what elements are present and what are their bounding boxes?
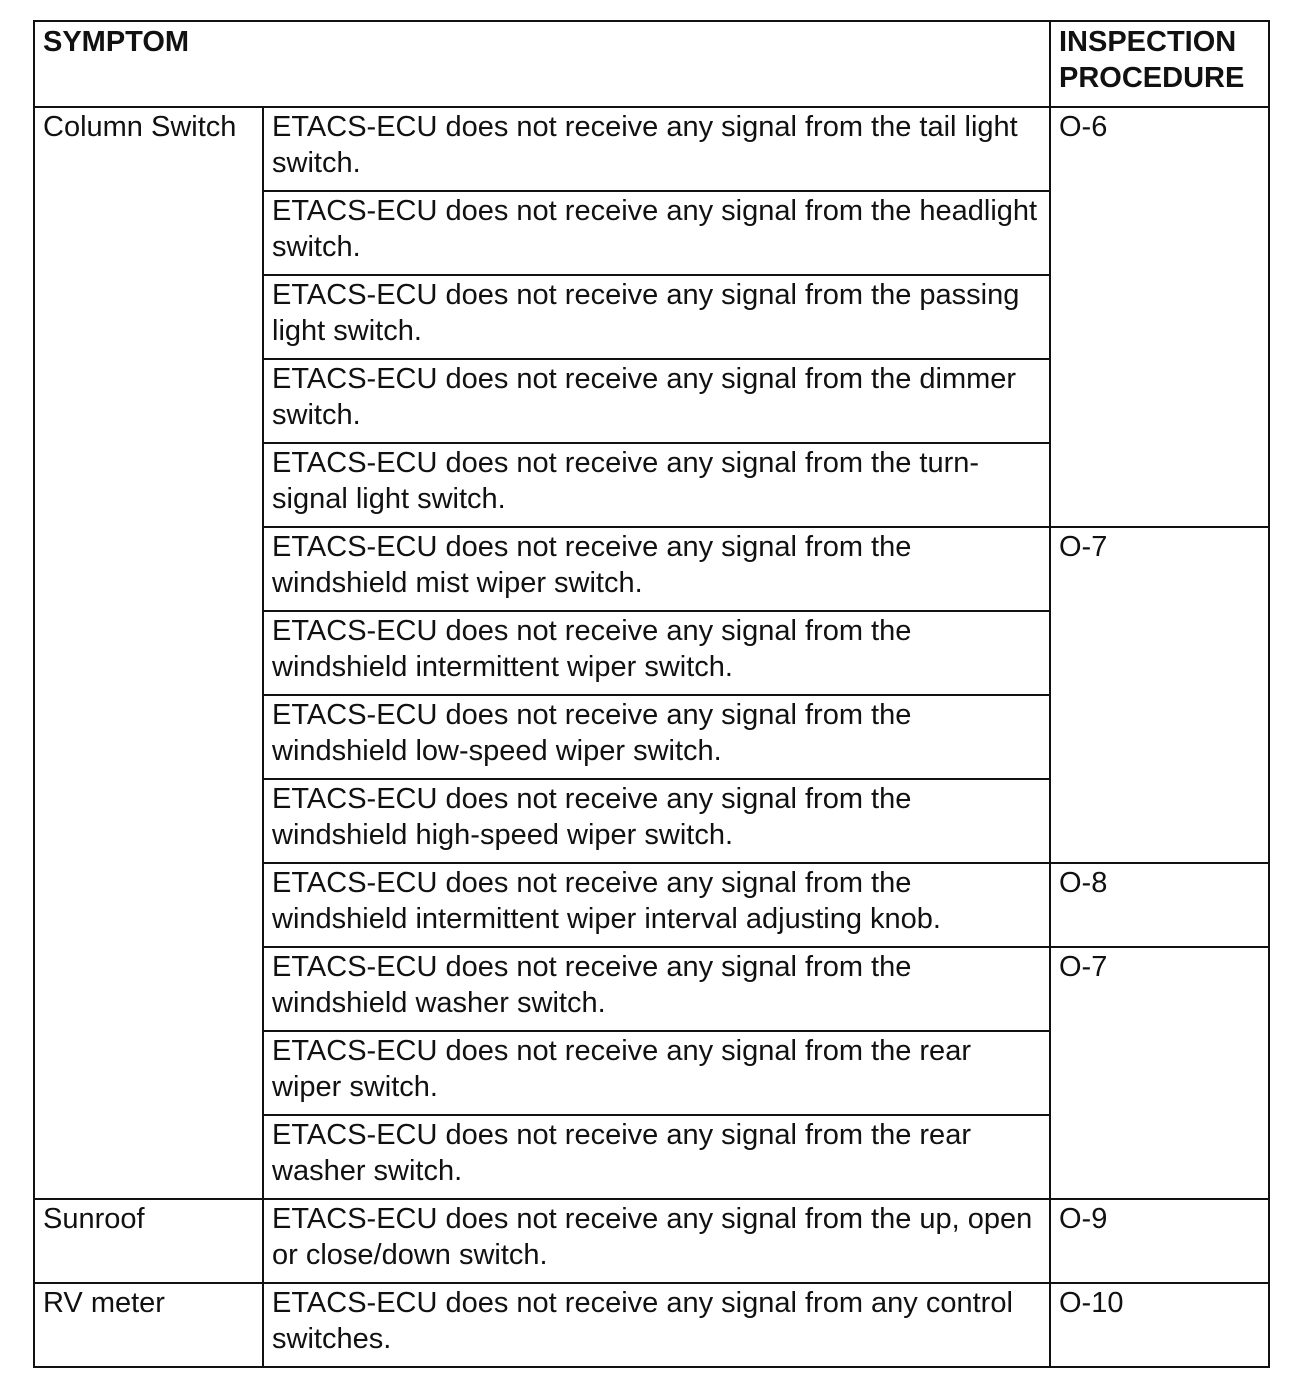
symptom-description: ETACS-ECU does not receive any signal from the windshield intermittent wiper interval adjusting knob. — [263, 863, 1050, 947]
header-inspection-procedure — [1050, 21, 1269, 107]
symptom-description: ETACS-ECU does not receive any signal from the windshield mist wiper switch. — [263, 527, 1050, 611]
inspection-procedure-code: O-10 — [1050, 1283, 1269, 1367]
symptom-category: Column Switch — [34, 107, 263, 1199]
symptom-description: ETACS-ECU does not receive any signal from the windshield high-speed wiper switch. — [263, 779, 1050, 863]
symptom-description: ETACS-ECU does not receive any signal from the rear washer switch. — [263, 1115, 1050, 1199]
symptom-category: Sunroof — [34, 1199, 263, 1283]
header-procedure-line1: INSPECTION — [1059, 26, 1237, 58]
symptom-description: ETACS-ECU does not receive any signal from any control switches. — [263, 1283, 1050, 1367]
inspection-procedure-code: O-9 — [1050, 1199, 1269, 1283]
symptom-description: ETACS-ECU does not receive any signal from the windshield low-speed wiper switch. — [263, 695, 1050, 779]
inspection-procedure-code: O-8 — [1050, 863, 1269, 947]
symptom-description: ETACS-ECU does not receive any signal from the headlight switch. — [263, 191, 1050, 275]
symptom-description: ETACS-ECU does not receive any signal from the windshield washer switch. — [263, 947, 1050, 1031]
header-symptom: SYMPTOM — [34, 21, 1050, 107]
inspection-procedure-code: O-6 — [1050, 107, 1269, 527]
inspection-procedure-code: O-7 — [1050, 527, 1269, 863]
symptom-description: ETACS-ECU does not receive any signal from the rear wiper switch. — [263, 1031, 1050, 1115]
table-body — [34, 107, 1269, 1367]
header-procedure-line2: PROCEDURE — [1059, 62, 1245, 94]
symptom-table — [33, 20, 1270, 1368]
symptom-description: ETACS-ECU does not receive any signal from the up, open or close/down switch. — [263, 1199, 1050, 1283]
symptom-description: ETACS-ECU does not receive any signal from the dimmer switch. — [263, 359, 1050, 443]
table-row — [34, 1199, 1269, 1283]
header-row — [34, 21, 1269, 107]
symptom-description: ETACS-ECU does not receive any signal from the windshield intermittent wiper switch. — [263, 611, 1050, 695]
symptom-description: ETACS-ECU does not receive any signal from the passing light switch. — [263, 275, 1050, 359]
symptom-category: RV meter — [34, 1283, 263, 1367]
inspection-procedure-code: O-7 — [1050, 947, 1269, 1199]
table-row — [34, 1283, 1269, 1367]
symptom-description: ETACS-ECU does not receive any signal from the tail light switch. — [263, 107, 1050, 191]
symptom-description: ETACS-ECU does not receive any signal from the turn-signal light switch. — [263, 443, 1050, 527]
table-row — [34, 107, 1269, 191]
